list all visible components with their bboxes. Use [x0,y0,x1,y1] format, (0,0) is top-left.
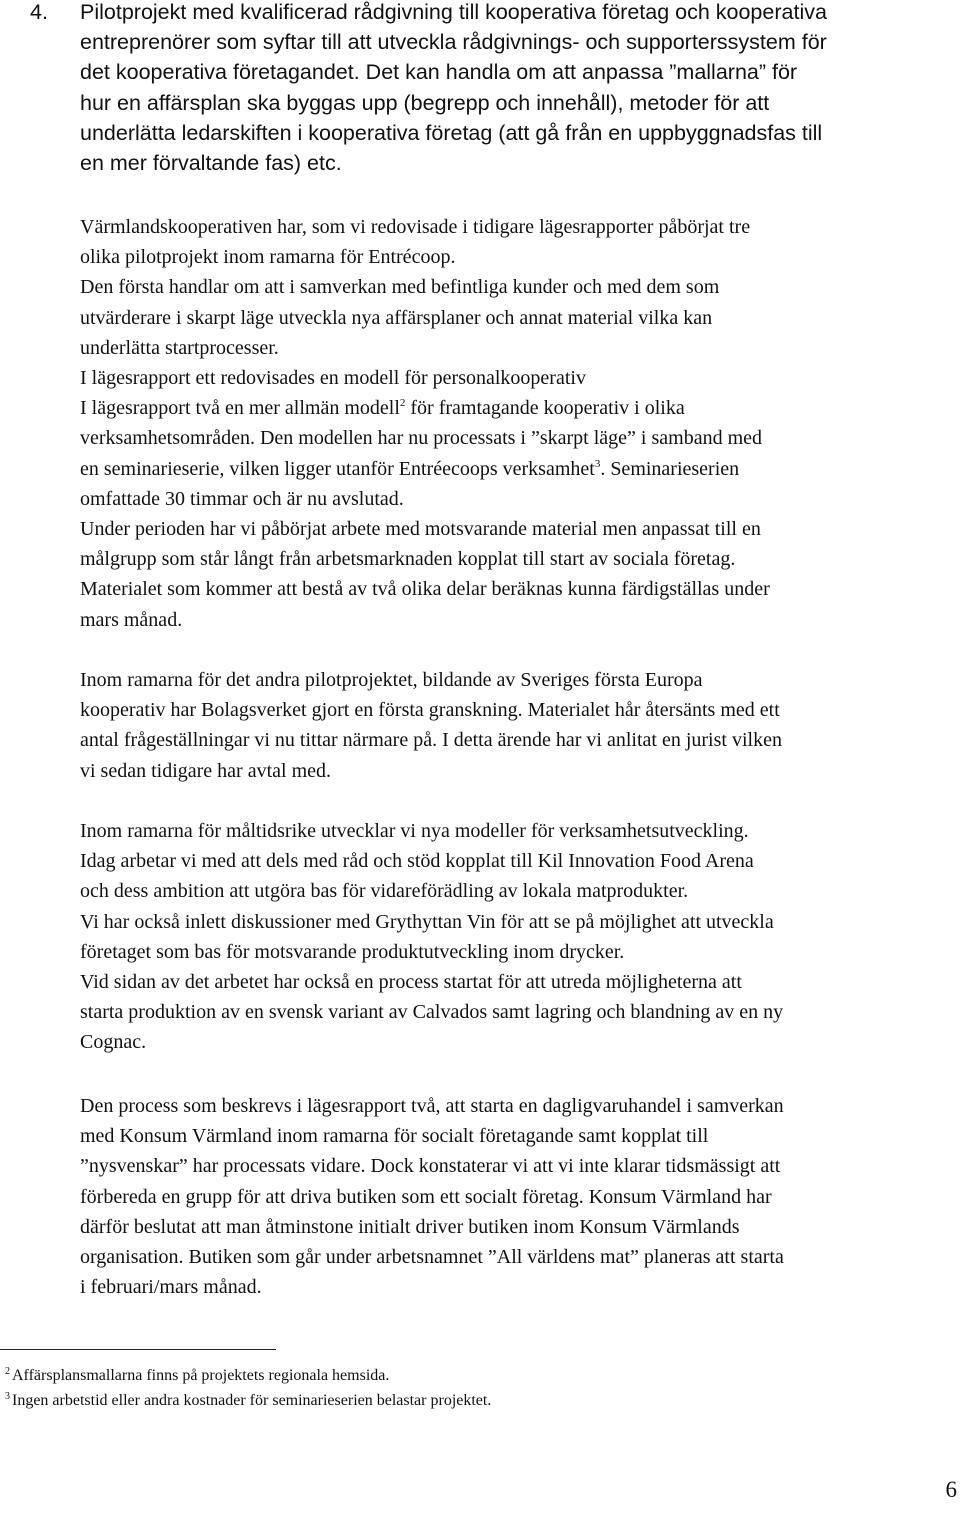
paragraph-first-pilot: Den första handlar om att i samverkan med befintliga kunder och med dem som utvärderare i skarpt läge utveckla nya affärsplaner och annat material vilka kan underlätta startprocesser. [80,276,720,359]
paragraph-maltidsrike: Inom ramarna för måltidsrike utvecklar vi nya modeller för verksamhetsutveckling. Idag arbetar vi med att dels med råd och stöd kopplat till Kil Innovation Food Arena och dess ambition att utgöra bas för vidareförädling av lokala matprodukter. [80,820,754,903]
body-block-2 [80,665,950,786]
numbered-item-4 [30,0,955,178]
footnotes [5,1363,905,1413]
footnote-3: $^3$ Ingen arbetstid eller andra kostnader för seminarieserien belastar projektet. [5,1391,492,1409]
footnote-divider [0,1349,276,1350]
paragraph-target-group: Under perioden har vi påbörjat arbete med motsvarande material men anpassat till en målgrupp som står långt från arbetsmarknaden kopplat till start av sociala företag. Materialet som kommer att bestå av två olika delar beräknas kunna färdigställas under mars månad. [80,518,770,631]
paragraph-konsum: Den process som beskrevs i lägesrapport två, att starta en dagligvaruhandel i samverkan med Konsum Värmland inom ramarna för socialt företagande samt kopplat till ”nysvenskar” har processats vidare. Dock konstaterar vi att vi inte klarar tidsmässigt att förbereda en grupp för att driva butiken som ett socialt företag. Konsum Värmland har därför beslutat att man åtminstone initialt driver butiken inom Konsum Värmlands organisation. Butiken som går under arbetsnamnet ”All världens mat” planeras att starta i februari/mars månad. [80,1095,784,1299]
body-block-4 [80,1091,950,1302]
paragraph-calvados: Vid sidan av det arbetet har också en process startat för att utreda möjligheterna att starta produktion av en svensk variant av Calvados samt lagring och blandning av en ny Cognac. [80,971,784,1054]
body-block-1 [80,212,950,635]
item-text: Pilotprojekt med kvalificerad rådgivning till kooperativa företag och kooperativa entreprenörer som syftar till att utveckla rådgivnings- och supporterssystem för det kooperativa företagandet. Det kan handla om att anpassa ”mallarna” för hur en affärsplan ska byggas upp (begrepp och innehåll), metoder för att underlätta ledarskiften i kooperativa företag (att gå från en uppbyggnadsfas till en mer förvaltande fas) etc. [80,0,827,176]
footnote-2: $^2$ Affärsplansmallarna finns på projektets regionala hemsida. [5,1366,390,1384]
body-block-3 [80,816,950,1058]
item-number: 4. [30,0,48,24]
paragraph-intro: Värmlandskooperativen har, som vi redovisade i tidigare lägesrapporter påbörjat tre olika pilotprojekt inom ramarna för Entrécoop. [80,216,751,269]
paragraph-report-two: I lägesrapport två en mer allmän modell$^2$ för framtagande kooperativ i olika verksamhetsområden. Den modellen har nu processats i ”skarpt läge” i samband med en seminarieserie, vilken ligger utanför Entréecoops verksamhet$^3$. Seminarieserien omfattade 30 timmar och är nu avslutad. [80,397,763,510]
footnote-ref-3: 3 [594,457,601,470]
paragraph-report-one: I lägesrapport ett redovisades en modell för personalkooperativ [80,367,586,390]
footnote-ref-2: 2 [399,397,406,410]
paragraph-second-pilot: Inom ramarna för det andra pilotprojektet, bildande av Sveriges första Europa kooperativ har Bolagsverket gjort en första granskning. Materialet hår återsänts med ett antal frågeställningar vi nu tittar närmare på. I detta ärende har vi anlitat en jurist vilken vi sedan tidigare har avtal med. [80,669,782,782]
paragraph-grythyttan: Vi har också inlett diskussioner med Grythyttan Vin för att se på möjlighet att utveckla företaget som bas för motsvarande produktutveckling inom drycker. [80,910,774,963]
page-number: 6 [945,1477,957,1502]
